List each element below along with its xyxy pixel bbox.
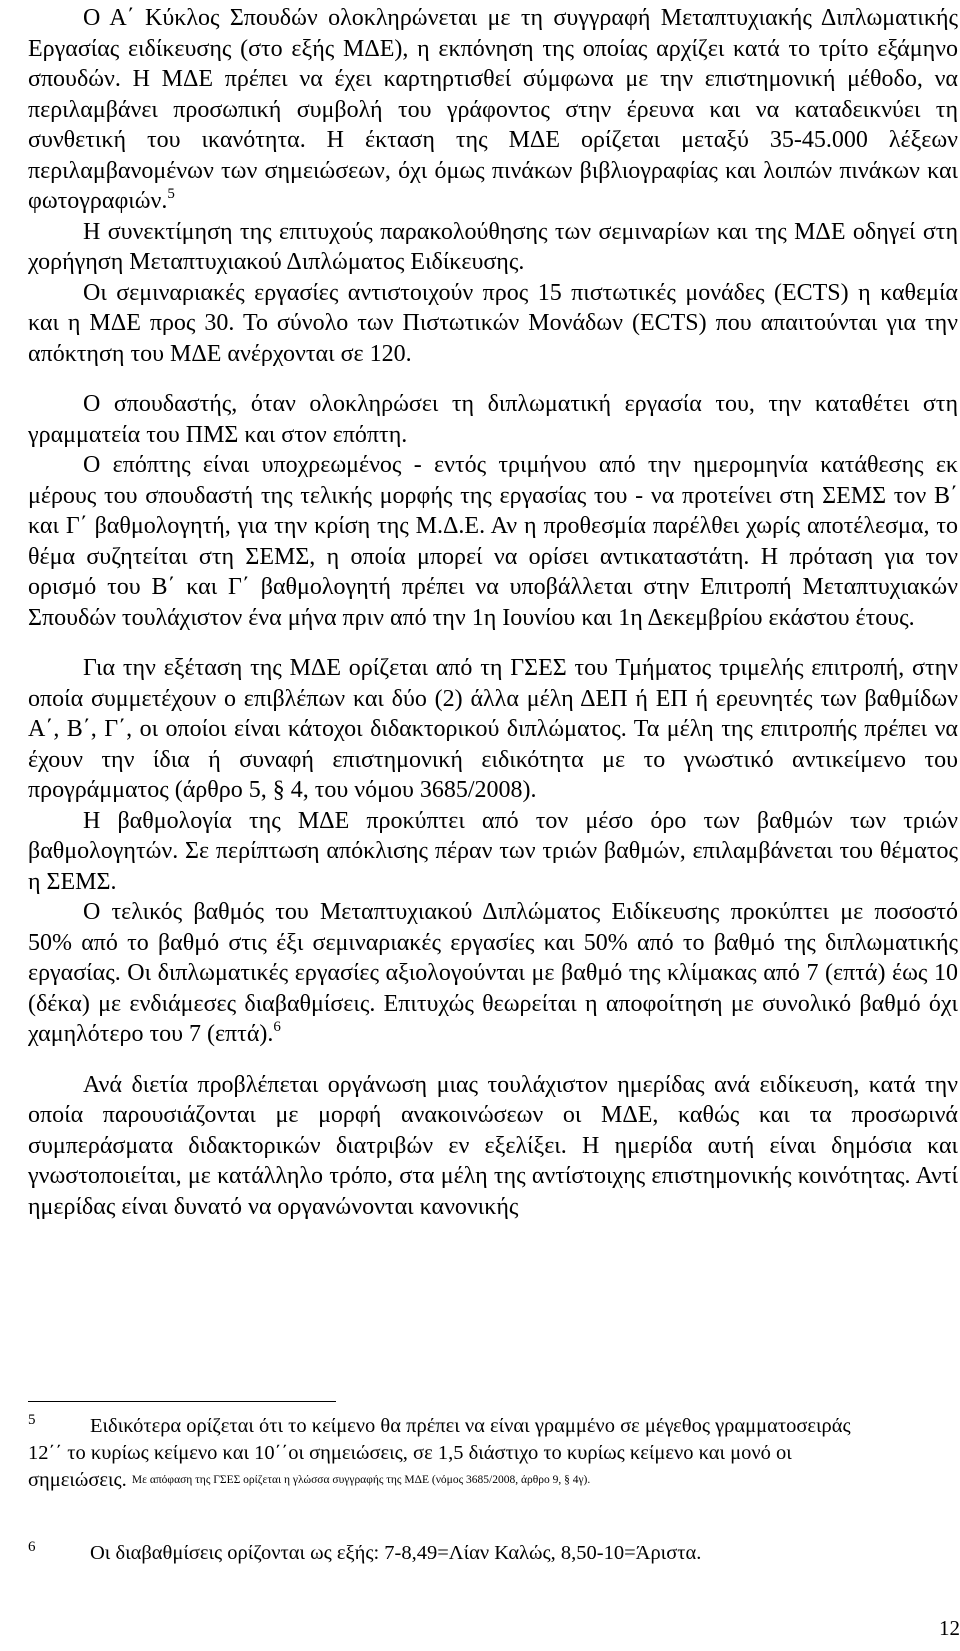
footnote-number: 6	[28, 1539, 36, 1555]
paragraph-thesis-intro: Ο Α΄ Κύκλος Σπουδών ολοκληρώνεται με τη συγγραφή Μεταπτυχιακής Διπλωματικής Εργασίας ειδίκευσης (στο εξής ΜΔΕ), η εκπόνηση της οποίας αρχίζει κατά το τρίτο εξάμηνο σπουδών. Η ΜΔΕ πρέπει να έχει καρτηρτισθεί σύμφωνα με την επιστημονική μέθοδο, να περιλαμβάνει προσωπική συμβολή του γράφοντος στην έρευνα και να καταδεικνύει τη συνθετική του ικανότητα. Η έκταση της ΜΔΕ ορίζεται μεταξύ 35-45.000 λέξεων περιλαμβανομένων των σημειώσεων, όχι όμως πινάκων βιβλιογραφίας και λοιπών πινάκων και φωτογραφιών.$^5$	[28, 5, 958, 214]
paragraph-supervisor: Ο επόπτης είναι υποχρεωμένος - εντός τριμήνου από την ημερομηνία κατάθεσης εκ μέρους του σπουδαστή της τελικής μορφής της εργασίας του - να προτείνει στη ΣΕΜΣ τον Β΄ και Γ΄ βαθμολογητή, για την κρίση της Μ.Δ.Ε. Αν η προθεσμία παρέλθει χωρίς αποτέλεσμα, το θέμα συζητείται στη ΣΕΜΣ, η οποία μπορεί να ορίσει αντικαταστάτη. Η πρόταση για τον ορισμό του Β΄ και Γ΄ βαθμολογητή πρέπει να υποβάλλεται στην Επιτροπή Μεταπτυχιακών Σπουδών τουλάχιστον ένα μήνα πριν από την 1η Ιουνίου και 1η Δεκεμβρίου εκάστου έτους.	[28, 452, 958, 631]
footnote-ref-5[interactable]: 5	[167, 186, 175, 202]
footnote-6	[28, 1540, 958, 1567]
footnote-line: σημειώσεις.	[28, 1469, 127, 1491]
footnote-ref-6[interactable]: 6	[273, 1019, 281, 1035]
footnote-line: Οι διαβαθμίσεις ορίζονται ως εξής: 7-8,49=Λίαν Καλώς, 8,50-10=Άριστα.	[90, 1542, 702, 1564]
footnote-line: Ειδικότερα ορίζεται ότι το κείμενο θα πρέπει να είναι γραμμένο σε μέγεθος γραμματοσειράς	[90, 1415, 851, 1437]
paragraph-workshop: Ανά διετία προβλέπεται οργάνωση μιας τουλάχιστον ημερίδας ανά ειδίκευση, κατά την οποία παρουσιάζονται με μορφή ανακοινώσεων οι ΜΔΕ, καθώς και τα προσωρινά συμπεράσματα διδακτορικών διατριβών εν εξελίξει. Η ημερίδα αυτή είναι δημόσια και γνωστοποιείται, με κατάλληλο τρόπο, στα μέλη της αντίστοιχης επιστημονικής κοινότητας. Αντί ημερίδας είναι δυνατό να οργανώνονται κανονικής	[28, 1071, 958, 1220]
paragraph-ects: Οι σεμιναριακές εργασίες αντιστοιχούν προς 15 πιστωτικές μονάδες (ECTS) η καθεμία και η ΜΔΕ προς 30. Το σύνολο των Πιστωτικών Μονάδων (ECTS) που απαιτούνται για την απόκτηση του ΜΔΕ ανέρχονται σε 120.	[28, 279, 958, 367]
document-page	[28, 0, 958, 1222]
paragraph-assessment: Η συνεκτίμηση της επιτυχούς παρακολούθησης των σεμιναρίων και της ΜΔΕ οδηγεί στη χορήγηση Μεταπτυχιακού Διπλώματος Ειδίκευσης.	[28, 218, 958, 275]
footnote-line: 12΄΄ το κυρίως κείμενο και 10΄΄οι σημειώσεις, σε 1,5 διάστιχο το κυρίως κείμενο και μονό οι	[28, 1442, 792, 1464]
page-number: 12	[939, 1616, 960, 1640]
paragraph-final-grade: Ο τελικός βαθμός του Μεταπτυχιακού Διπλώματος Ειδίκευσης προκύπτει με ποσοστό 50% από το βαθμό στις έξι σεμιναριακές εργασίες και 50% από το βαθμό της διπλωματικής εργασίας. Οι διπλωματικές εργασίες αξιολογούνται με βαθμό της κλίμακας από 7 (επτά) έως 10 (δέκα) με ενδιάμεσες διαβαθμίσεις. Επιτυχώς θεωρείται η αποφοίτηση με συνολικό βαθμό όχι χαμηλότερο του 7 (επτά).$^6$	[28, 899, 958, 1047]
footnote-5	[28, 1413, 958, 1494]
paragraph-grading: Η βαθμολογία της ΜΔΕ προκύπτει από τον μέσο όρο των βαθμών των τριών βαθμολογητών. Σε περίπτωση απόκλισης πέραν των τριών βαθμών, επιλαμβάνεται του θέματος η ΣΕΜΣ.	[28, 807, 958, 895]
paragraph-submission: Ο σπουδαστής, όταν ολοκληρώσει τη διπλωματική εργασία του, την καταθέτει στη γραμματεία του ΠΜΣ και στον επόπτη.	[28, 391, 958, 448]
footnote-separator	[28, 1401, 336, 1402]
footnote-number: 5	[28, 1412, 36, 1428]
paragraph-committee: Για την εξέταση της ΜΔΕ ορίζεται από τη ΓΣΕΣ του Τμήματος τριμελής επιτροπή, στην οποία συμμετέχουν ο επιβλέπων και δύο (2) άλλα μέλη ΔΕΠ ή ΕΠ ή ερευνητές των βαθμίδων Α΄, Β΄, Γ΄, οι οποίοι είναι κάτοχοι διδακτορικού διπλώματος. Τα μέλη της επιτροπής πρέπει να έχουν την ίδια ή συναφή επιστημονική ειδικότητα με το γνωστικό αντικείμενο του προγράμματος (άρθρο 5, § 4, του νόμου 3685/2008).	[28, 655, 958, 803]
footnote-note: Με απόφαση της ΓΣΕΣ ορίζεται η γλώσσα συγγραφής της ΜΔΕ (νόμος 3685/2008, άρθρο 9, § 4γ).	[131, 1474, 591, 1486]
